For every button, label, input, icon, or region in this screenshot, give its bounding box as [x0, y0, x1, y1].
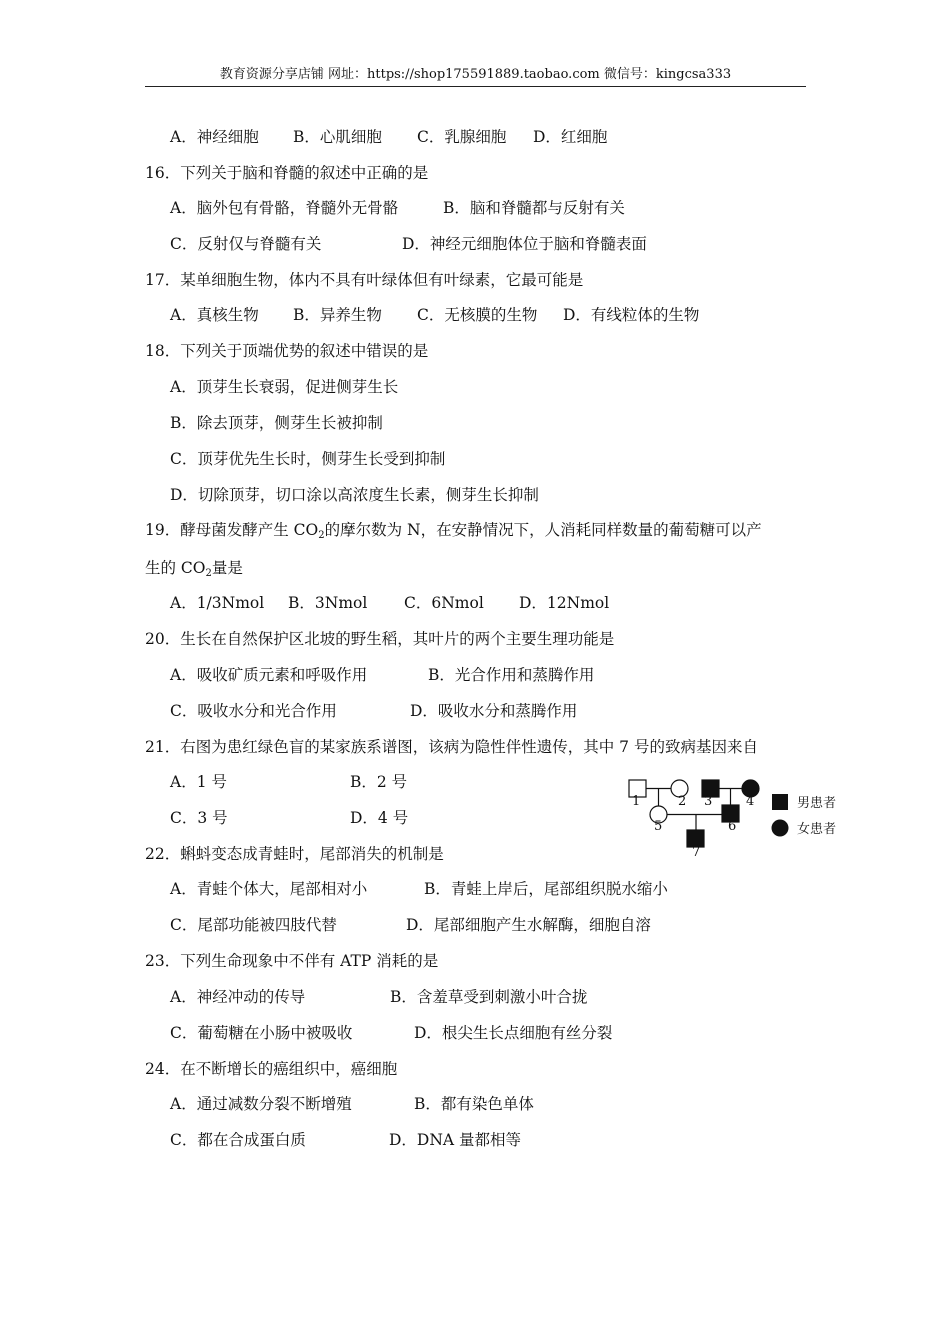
q19-subscript-1: 2 [318, 530, 325, 541]
legend-male-label: 男患者 [797, 796, 837, 811]
q15-option-b: B．心肌细胞 [293, 128, 382, 146]
q18-option-d: D．切除顶芽，切口涂以高浓度生长素，侧芽生长抑制 [170, 486, 539, 504]
q20-option-a: A．吸收矿质元素和呼吸作用 [170, 666, 368, 684]
q19-stem-part3: 生的 CO [145, 559, 206, 577]
pedigree-label-7: 7 [692, 845, 701, 860]
q19-option-a: A．1/3Nmol [170, 594, 265, 612]
legend-female-symbol [772, 820, 789, 837]
pedigree-diagram [620, 772, 860, 862]
q16-stem: 16．下列关于脑和脊髓的叙述中正确的是 [145, 164, 429, 182]
q20-stem: 20．生长在自然保护区北坡的野生稻，其叶片的两个主要生理功能是 [145, 630, 615, 648]
q19-option-d: D．12Nmol [519, 594, 610, 612]
q16-option-a: A．脑外包有骨骼，脊髓外无骨骼 [170, 199, 399, 217]
page-header: 教育资源分享店铺 网址：https://shop175591889.taobao.com 微信号：kingcsa333 [219, 67, 732, 82]
q17-option-c: C．无核膜的生物 [417, 306, 538, 324]
q24-option-b: B．都有染色单体 [414, 1095, 534, 1113]
q20-option-d: D．吸收水分和蒸腾作用 [410, 702, 578, 720]
legend-male-symbol [772, 794, 788, 810]
q17-stem: 17．某单细胞生物，体内不具有叶绿体但有叶绿素，它最可能是 [145, 271, 584, 289]
pedigree-label-6: 6 [728, 819, 737, 834]
q19-stem-line2 [145, 558, 243, 578]
q22-option-a: A．青蛙个体大，尾部相对小 [170, 880, 368, 898]
pedigree-label-2: 2 [678, 794, 687, 809]
q23-option-a: A．神经冲动的传导 [170, 988, 306, 1006]
q22-stem: 22．蝌蚪变态成青蛙时，尾部消失的机制是 [145, 845, 444, 863]
q23-option-d: D．根尖生长点细胞有丝分裂 [414, 1024, 613, 1042]
q16-option-d: D．神经元细胞体位于脑和脊髓表面 [402, 235, 647, 253]
q19-stem-line1 [145, 520, 762, 540]
q15-option-a: A．神经细胞 [170, 128, 259, 146]
q21-option-d: D．4 号 [350, 809, 409, 827]
q18-option-b: B．除去顶芽，侧芽生长被抑制 [170, 414, 383, 432]
q21-stem: 21．右图为患红绿色盲的某家族系谱图，该病为隐性伴性遗传，其中 7 号的致病基因来自 [145, 738, 758, 756]
q24-option-d: D．DNA 量都相等 [389, 1131, 522, 1149]
q15-option-c: C．乳腺细胞 [417, 128, 507, 146]
pedigree-svg [620, 772, 860, 862]
q16-option-b: B．脑和脊髓都与反射有关 [443, 199, 625, 217]
q19-stem-part1: 19．酵母菌发酵产生 CO [145, 521, 319, 539]
q22-option-b: B．青蛙上岸后，尾部组织脱水缩小 [424, 880, 668, 898]
legend-female-label: 女患者 [797, 822, 837, 837]
q24-stem: 24．在不断增长的癌组织中，癌细胞 [145, 1060, 398, 1078]
q24-option-c: C．都在合成蛋白质 [170, 1131, 306, 1149]
pedigree-label-4: 4 [746, 794, 755, 809]
q19-stem-part2: 的摩尔数为 N，在安静情况下，人消耗同样数量的葡萄糖可以产 [324, 521, 762, 539]
q16-option-c: C．反射仅与脊髓有关 [170, 235, 322, 253]
pedigree-label-5: 5 [654, 819, 663, 834]
q22-option-c: C．尾部功能被四肢代替 [170, 916, 337, 934]
q17-option-b: B．异养生物 [293, 306, 382, 324]
pedigree-label-1: 1 [632, 794, 641, 809]
q19-option-b: B．3Nmol [288, 594, 368, 612]
header-rule [145, 86, 806, 87]
q18-option-a: A．顶芽生长衰弱，促进侧芽生长 [170, 378, 399, 396]
q21-option-c: C．3 号 [170, 809, 228, 827]
q21-option-b: B．2 号 [350, 773, 408, 791]
q20-option-c: C．吸收水分和光合作用 [170, 702, 337, 720]
pedigree-label-3: 3 [704, 794, 713, 809]
q21-option-a: A．1 号 [170, 773, 227, 791]
q23-option-c: C．葡萄糖在小肠中被吸收 [170, 1024, 353, 1042]
q17-option-d: D．有线粒体的生物 [563, 306, 700, 324]
q15-option-d: D．红细胞 [533, 128, 608, 146]
q18-stem: 18．下列关于顶端优势的叙述中错误的是 [145, 342, 429, 360]
q22-option-d: D．尾部细胞产生水解酶，细胞自溶 [406, 916, 651, 934]
q24-option-a: A．通过减数分裂不断增殖 [170, 1095, 352, 1113]
q19-subscript-2: 2 [205, 568, 212, 579]
q23-stem: 23．下列生命现象中不伴有 ATP 消耗的是 [145, 952, 439, 970]
q19-stem-part4: 量是 [211, 559, 243, 577]
q17-option-a: A．真核生物 [170, 306, 259, 324]
q23-option-b: B．含羞草受到刺激小叶合拢 [390, 988, 588, 1006]
q19-option-c: C．6Nmol [404, 594, 484, 612]
q20-option-b: B．光合作用和蒸腾作用 [428, 666, 595, 684]
q18-option-c: C．顶芽优先生长时，侧芽生长受到抑制 [170, 450, 446, 468]
